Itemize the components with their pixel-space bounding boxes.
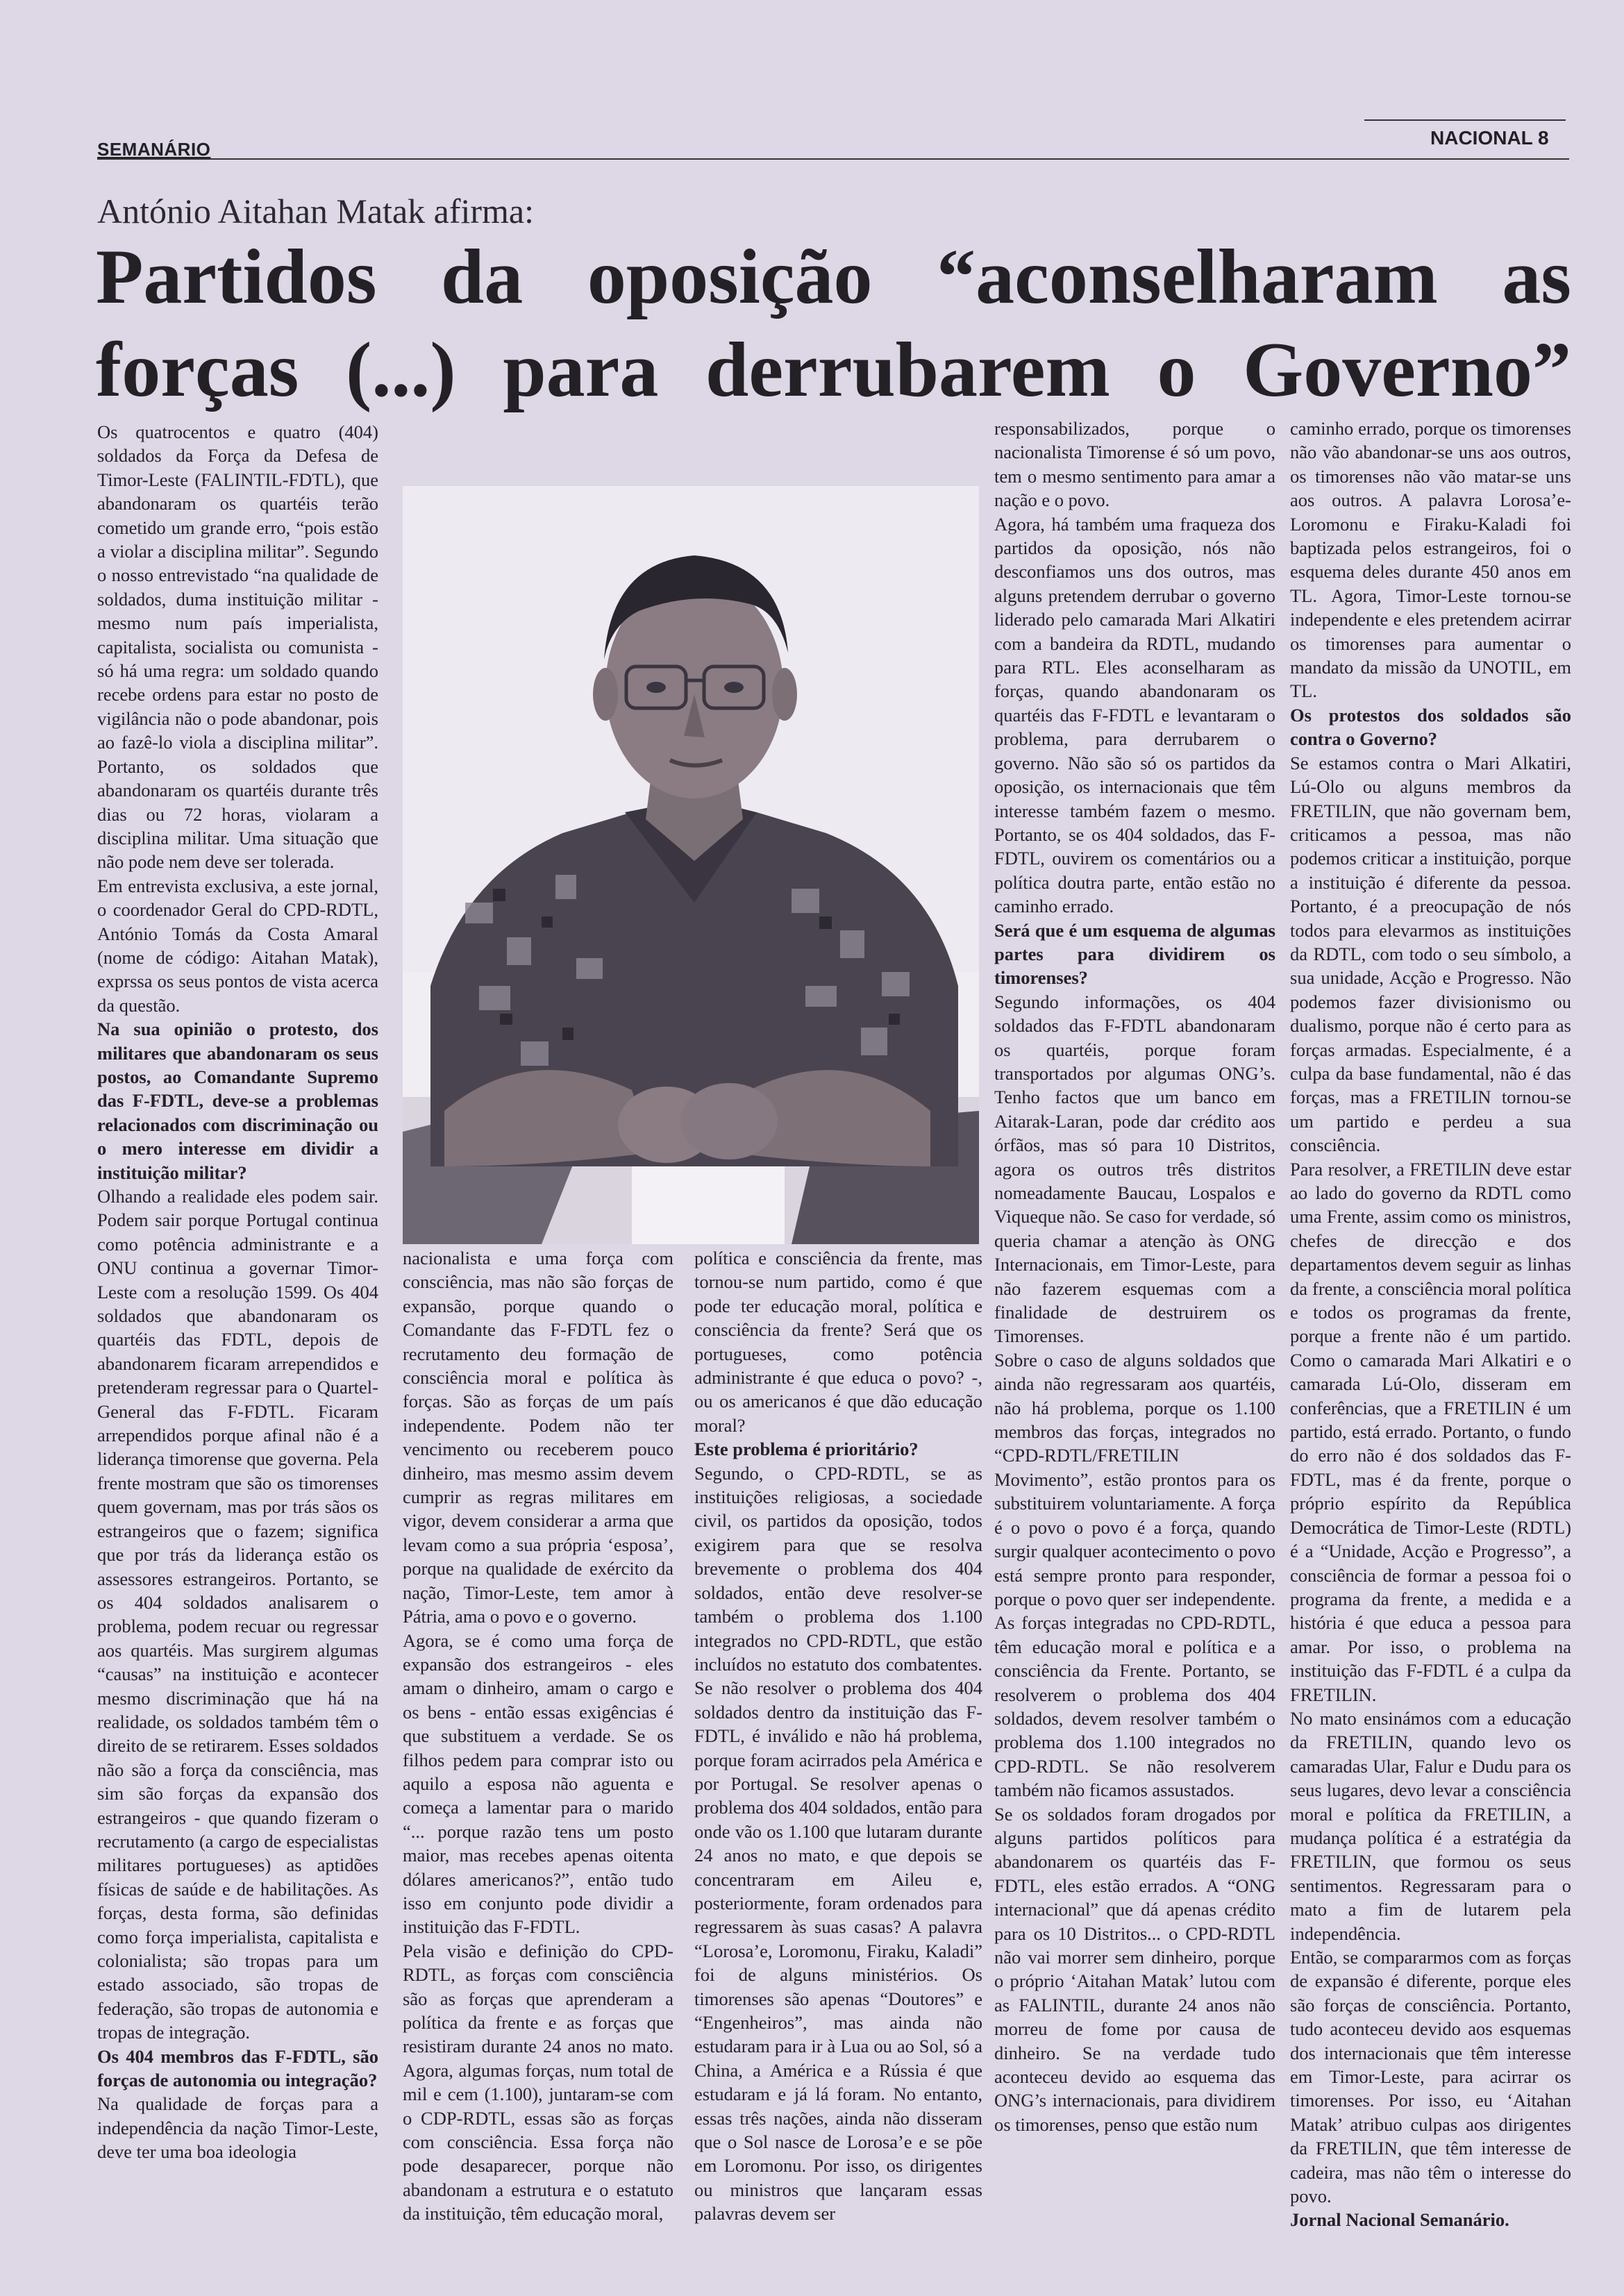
top-right-rule [1364,119,1566,121]
article-paragraph: Se os soldados foram drogados por alguns partidos políticos para abandonarem os quartéis das F-FDTL, eles estão errados. A “ONG internacional” que dá apenas crédito para os 10 Distritos... o CPD-RDTL não vai morrer sem dinheiro, porque o próprio ‘Aitahan Matak’ lutou com as FALINTIL, durante 24 anos não morreu de fome por causa de dinheiro. Se na verdade tudo aconteceu devido ao esquema das ONG’s internacionais, para dividirem os timorenses, penso que estão num [994,1803,1275,2135]
article-paragraph: Se estamos contra o Mari Alkatiri, Lú-Olo ou alguns membros da FRETILIN, que não governam bem, criticamos a pessoa, mas não podemos criticar a instituição, porque a instituição é diferente da pessoa. Portanto, é a preocupação de nós todos para elevarmos as instituições da RDTL, com todo o seu símbolo, a sua unidade, Acção e Progresso. Não podemos fazer divisionismo ou dualismo, porque não é certo para as forças armadas. Especialmente, é a culpa da base fundamental, não é das forças, mas a FRETILIN tornou-se um partido e perdeu a sua consciência. [1290,752,1571,1156]
interview-question: Os 404 membros das F-FDTL, são forças de autonomia ou integração? [97,2045,378,2091]
section-and-page [1430,127,1549,149]
interview-question: Na sua opinião o protesto, dos militares que abandonaram os seus postos, ao Comandante Supremo das F-FDTL, deve-se a problemas relacionados com discriminação ou o mero interesse em dividir a instituição militar? [97,1019,378,1183]
article-column-3 [694,1246,982,2246]
article-paragraph: Segundo, o CPD-RDTL, se as instituições religiosas, a sociedade civil, os partidos da oposição, todos exigirem para que se resolva brevemente o problema dos 404 soldados, então deve resolver-se também o problema dos 1.100 integrados no CPD-RDTL, que estão incluídos no estatuto dos combatentes. Se não resolver o problema dos 404 soldados dentro da instituição das F-FDTL, é inválido e não há problema, porque foram acirrados pela América e por Portugal. Se resolver apenas o problema dos 404 soldados, então para onde vão os 1.100 que lutaram durante 24 anos no mato, e que depois se concentraram em Aileu e, posteriormente, foram ordenados para regressarem às suas casas? A palavra “Lorosa’e, Loromonu, Firaku, Kaladi” foi de alguns ministérios. Os timorenses são apenas “Doutores” e “Engenheiros”, mas ainda não estudaram para ir à Lua ou ao Sol, só a China, a América e a Rússia é que estudaram e já lá foram. No entanto, essas três nações, ainda não disseram que o Sol nasce de Lorosa’e e se põe em Loromonu. Por isso, os dirigentes ou ministros que lançaram essas palavras devem ser [694,1462,982,2224]
section-label: NACIONAL [1430,127,1533,149]
article-signature: Jornal Nacional Semanário. [1290,2209,1509,2231]
portrait-photo [403,486,979,1244]
article-paragraph: nacionalista e uma força com consciência, mas não são forças de expansão, porque quando o Comandante das F-FDTL fez o recrutamento deu formação de consciência moral e política às forças. São as forças de um país independente. Podem não ter vencimento ou receberem pouco dinheiro, mas mesmo assim devem cumprir as regras militares em vigor, devem considerar a arma que levam como a sua própria ‘esposa’, porque na qualidade de exército da nação, Timor-Leste, tem amor à Pátria, ama o povo e o governo. [403,1248,673,1627]
headline: Partidos da oposição “aconselharam as forças (...) para derrubarem o Governo” [96,234,1571,413]
article-paragraph: responsabilizados, porque o nacionalista Timorense é só um povo, tem o mesmo sentimento para amar a nação e o povo. [994,418,1275,511]
interview-question: Este problema é prioritário? [694,1439,919,1460]
headline-kicker: António Aitahan Matak afirma: [97,192,535,231]
article-paragraph: Então, se compararmos com as forças de expansão é diferente, porque eles são forças de consciência. Portanto, tudo aconteceu devido aos esquemas dos internacionais que têm interesse em Timor-Leste, para acirrar os timorenses. Por isso, eu ‘Aitahan Matak’ atribuo culpas aos dirigentes da FRETILIN, que têm interesse de cadeira, mas não têm o interesse do povo. [1290,1947,1571,2207]
article-column-5 [1290,417,1571,2246]
article-paragraph: Agora, há também uma fraqueza dos partidos da oposição, nós não desconfiamos uns dos outros, mas alguns pretendem derrubar o governo liderado pelo camarada Mari Alkatiri com a bandeira da RDTL, mudando para RTL. Eles aconselharam as forças, quando abandonaram os quartéis das F-FDTL e levantaram o problema, para derrubarem o governo. Não são só os partidos da oposição, os internacionais que têm interesse também fazem o mesmo. Portanto, se os 404 soldados, das F-FDTL, ouvirem os comentários ou a política doutra parte, então estão no caminho errado. [994,513,1275,917]
page-number: 8 [1538,127,1549,149]
article-paragraph: Agora, se é como uma força de expansão dos estrangeiros - eles amam o dinheiro, amam o cargo e os bens - então essas exigências é que substituem a verdade. Se os filhos pedem para comprar isto ou aquilo a esposa não aguenta e começa a lamentar para o marido “... porque razão tens um posto maior, mas recebes apenas oitenta dólares americanos?”, então tudo isso em conjunto pode dividir a instituição das F-FDTL. [403,1629,673,1938]
article-paragraph: política e consciência da frente, mas tornou-se num partido, como é que pode ter educação moral, política e consciência da frente? Será que os portugueses, como potência administrante é que educa o povo? -, ou os americanos é que dão educação moral? [694,1248,982,1436]
publication-name: SEMANÁRIO [97,139,211,160]
article-paragraph: Em entrevista exclusiva, a este jornal, o coordenador Geral do CPD-RDTL, António Tomás da Costa Amaral (nome de código: Aitahan Matak), exprssa os seus pontos de vista acerca da questão. [97,875,378,1016]
article-column-2 [403,1246,673,2246]
article-column-1 [97,420,378,2243]
article-paragraph: Sobre o caso de alguns soldados que ainda não regressaram aos quartéis, não há problema, porque os 1.100 membros das forças, integrados no “CPD-RDTL/FRETILIN Movimento”, estão prontos para os substituirem voluntariamente. A força é o povo o povo é a força, quando surgir qualquer acontecimento o povo está sempre pronto para responder, porque o povo quer ser independente. As forças integradas no CPD-RDTL, têm educação moral e política e a consciência da Frente. Portanto, se resolverem o problema dos 404 soldados, devem resolver também o problema dos 1.100 integrados no CPD-RDTL. Se não resolverem também não ficamos assustados. [994,1349,1275,1801]
article-paragraph: Para resolver, a FRETILIN deve estar ao lado do governo da RDTL como uma Frente, assim como os ministros, chefes de direcção e dos departamentos devem seguir as linhas da frente, a consciência moral política e todos os programas da frente, porque a frente não é um partido. Como o camarada Mari Alkatiri e o camarada Lú-Olo, disseram em conferências, que a FRETILIN é um partido, está errado. Portanto, o fundo do erro não é dos soldados das F-FDTL, mas é da frente, porque o próprio espírito da República Democrática de Timor-Leste (RDTL) é a “Unidade, Acção e Progresso”, a consciência de formar a pessoa foi o programa da frente, a medida e a história é que educa a pessoa para amar. Por isso, o problema na instituição das F-FDTL é a culpa da FRETILIN. [1290,1158,1571,1705]
article-paragraph: No mato ensinámos com a educação da FRETILIN, quando levo os camaradas Ular, Falur e Dudu para os seus lugares, devo levar a consciência moral e política da FRETILIN, a mudança política é a estratégia da FRETILIN, que formou os seus sentimentos. Regressaram para o mato a fim de lutarem pela independência. [1290,1707,1571,1944]
interview-question: Os protestos dos soldados são contra o Governo? [1290,704,1571,750]
article-paragraph: Pela visão e definição do CPD-RDTL, as forças com consciência são as forças que aprenderam a política da frente e as forças que resistiram durante 24 anos no mato. Agora, algumas forças, num total de mil e cem (1.100), juntaram-se com o CDP-RDTL, essas são as forças com consciência. Essa força não pode desaparecer, porque não abandonam a estrutura e o estatuto da instituição, têm educação moral, [403,1940,673,2224]
article-paragraph: Olhando a realidade eles podem sair. Podem sair porque Portugal continua como potência administrante e a ONU continua a governar Timor-Leste com a resolução 1599. Os 404 soldados que abandonaram os quartéis das FDTL, depois de abandonarem ficaram arrependidos e pretenderam regressar para o Quartel-General das F-FDTL. Ficaram arrependidos porque afinal não é a liderança timorense que governa. Pela frente mostram que são os timorenses quem governam, mas por trás sãos os estrangeiros que o fazem; significa que por trás da liderança estão os assessores estrangeiros. Portanto, se os 404 soldados analisarem o problema, podem recuar ou regressar aos quartéis. Mas surgirem algumas “causas” na instituição e acontecer mesmo discriminação que há na realidade, os soldados também têm o direito de se retirarem. Esses soldados não são a força da consciência, mas sim são forças da expansão dos estrangeiros - que quando fizeram o recrutamento (a cargo de especialistas militares portugueses) as aptidões físicas de saúde e de habilitações. As forças, desta forma, são definidas como força imperialista, capitalista e colonialista; são tropas para um estado associado, são tropas de federação, são tropas de autonomia e tropas de integração. [97,1186,378,2043]
article-paragraph: Os quatrocentos e quatro (404) soldados da Força da Defesa de Timor-Leste (FALINTIL-FDTL), que abandonaram os quartéis terão cometido um grande erro, “pois estão a violar a disciplina militar”. Segundo o nosso entrevistado “na qualidade de soldados, duma instituição militar - mesmo num país imperialista, capitalista, socialista ou comunista - só há uma regra: um soldado quando recebe ordens para estar no posto de vigilância não o pode abandonar, pois ao fazê-lo viola a disciplina militar”. Portanto, os soldados que abandonaram os quartéis durante três dias ou 72 horas, violaram a disciplina militar. Uma situação que não pode nem deve ser tolerada. [97,421,378,873]
article-paragraph: Na qualidade de forças para a independência da nação Timor-Leste, deve ter uma boa ideologia [97,2093,378,2163]
portrait-illustration [403,486,979,1244]
interview-question: Será que é um esquema de algumas partes para dividirem os timorenses? [994,919,1275,989]
article-paragraph: caminho errado, porque os timorenses não vão abandonar-se uns aos outros, os timorenses não vão matar-se uns aos outros. A palavra Lorosa’e-Loromonu e Firaku-Kaladi foi baptizada pelos estrangeiros, foi o esquema deles durante 450 anos em TL. Agora, Timor-Leste tornou-se independente e eles pretendem acirrar os timorenses para aumentar o mandato da missão da UNOTIL, em TL. [1290,418,1571,702]
article-paragraph: Segundo informações, os 404 soldados das F-FDTL abandonaram os quartéis, porque foram transportados por algumas ONG’s. Tenho factos que um banco em Aitarak-Laran, pode dar crédito aos órfãos, mas só para 10 Distritos, agora os outros três distritos nomeadamente Baucau, Lospalos e Viqueque não. Se caso for verdade, só queria chamar a atenção às ONG Internacionais, em Timor-Leste, para não fazerem esquemas com a finalidade de destruirem os Timorenses. [994,991,1275,1347]
article-column-4 [994,417,1275,2246]
masthead-rule [97,158,1569,160]
